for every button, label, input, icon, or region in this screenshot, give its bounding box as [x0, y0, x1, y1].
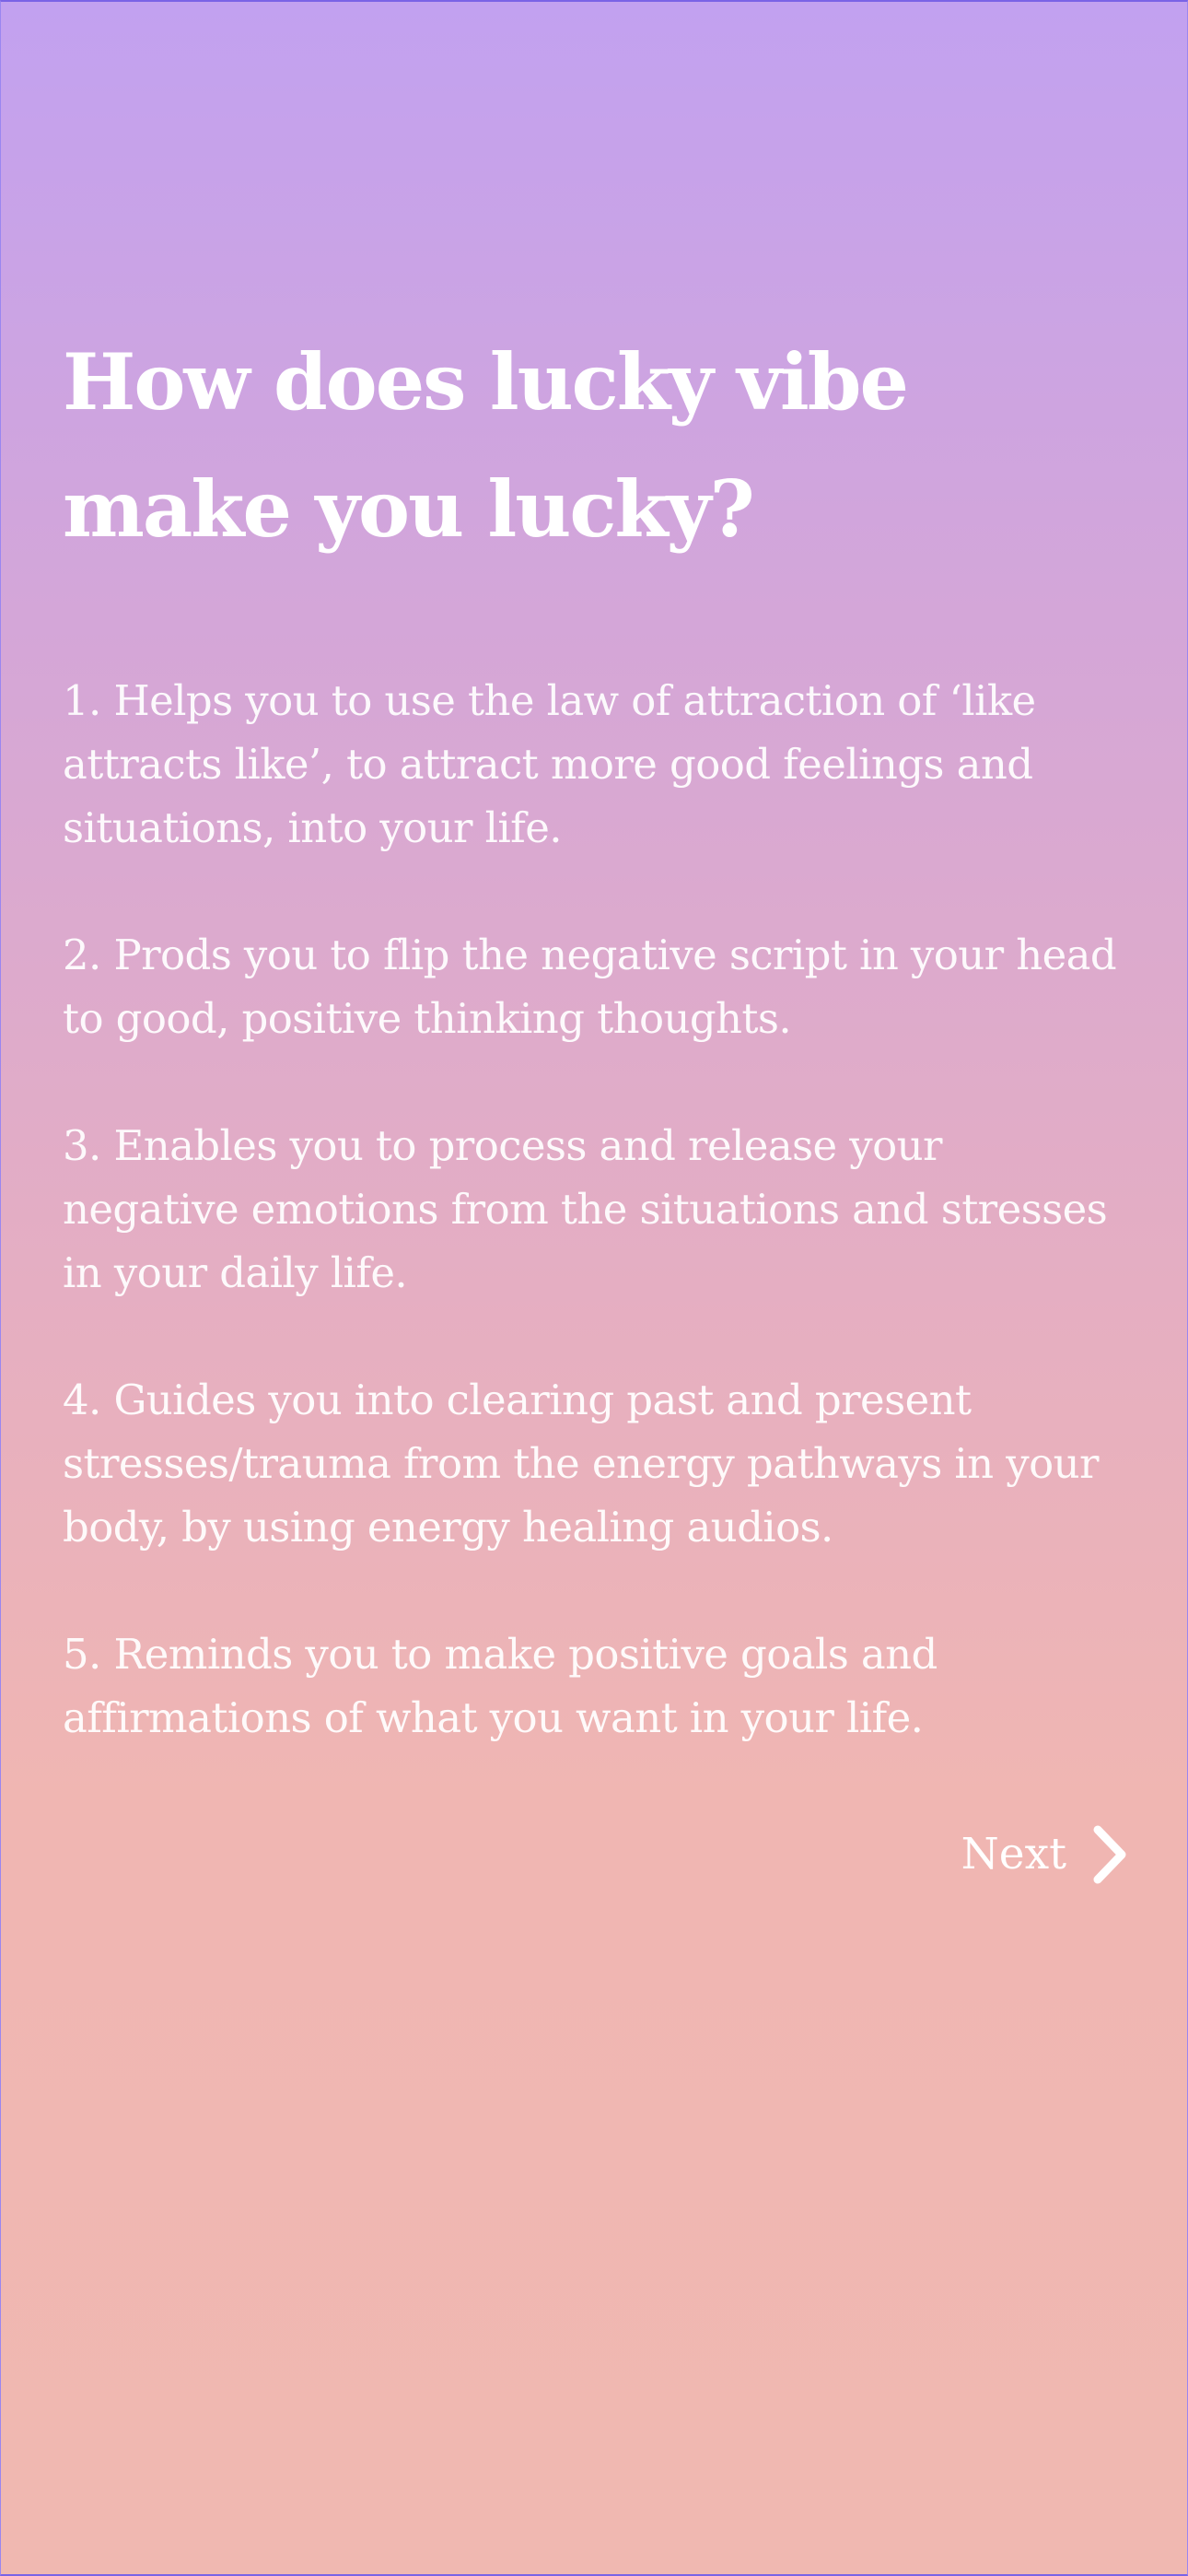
benefit-item-2: 2. Prods you to flip the negative script in your head to good, positive thinking thoughts.: [63, 931, 1117, 1043]
benefit-list: [63, 669, 1122, 1750]
benefit-item-5: 5. Reminds you to make positive goals and affirmations of what you want in your life.: [63, 1630, 938, 1742]
page-title: How does lucky vibe make you lucky?: [63, 336, 907, 555]
benefit-item-1: 1. Helps you to use the law of attraction of ‘like attracts like’, to attract more good feelings and situations, into your life.: [63, 676, 1036, 852]
next-label: Next: [961, 1829, 1066, 1879]
content: [63, 319, 1131, 1750]
benefit-item-3: 3. Enables you to process and release your negative emotions from the situations and stresses in your daily life.: [63, 1121, 1108, 1297]
chevron-right-icon: [1090, 1824, 1129, 1885]
next-button[interactable]: [961, 1824, 1129, 1885]
benefit-item-4: 4. Guides you into clearing past and present stresses/trauma from the energy pathways in your body, by using energy healing audios.: [63, 1376, 1099, 1551]
